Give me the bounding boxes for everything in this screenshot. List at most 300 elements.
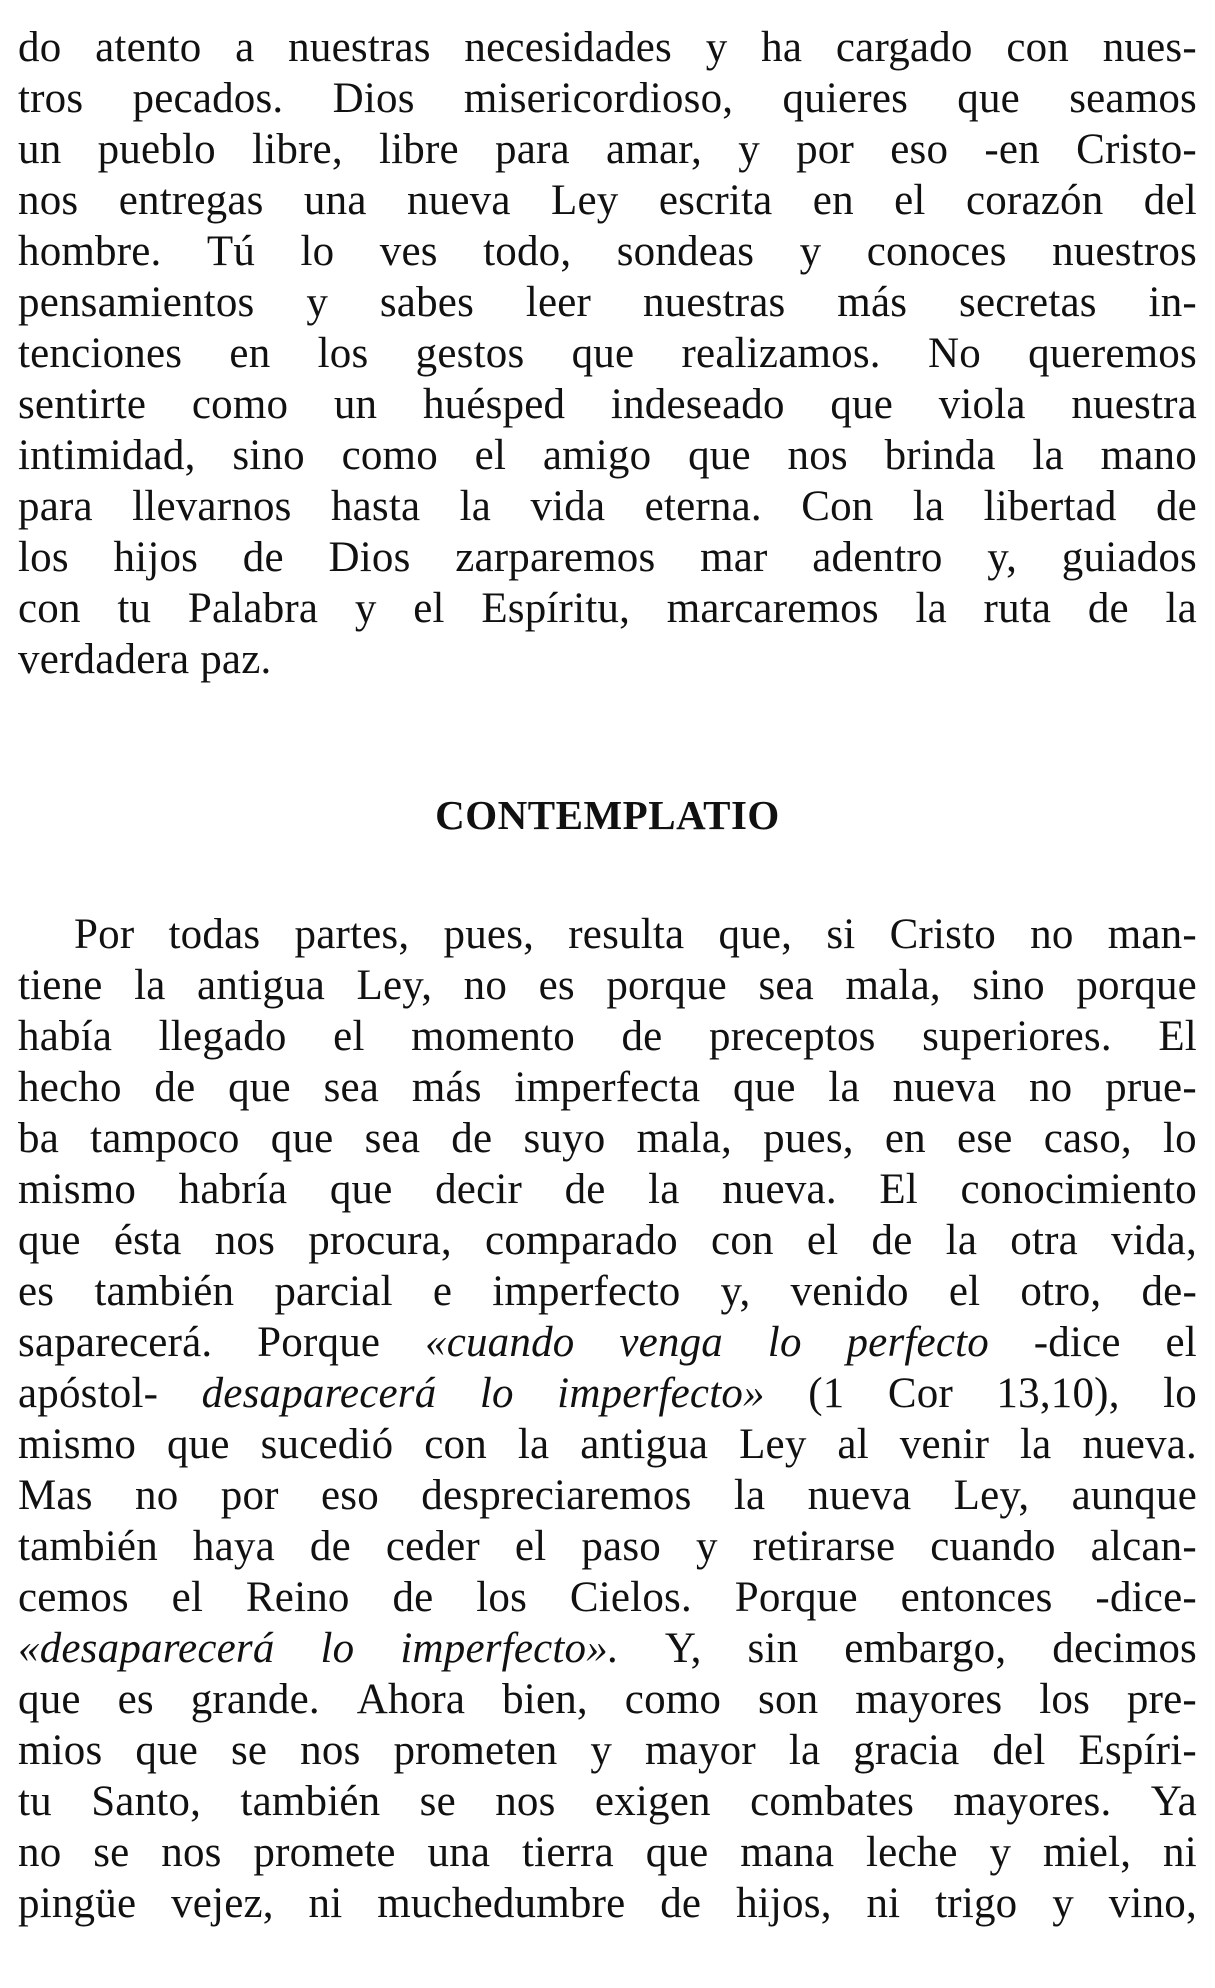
text-line	[18, 634, 1197, 685]
word: sea	[364, 1115, 421, 1162]
word: Ley	[551, 177, 619, 224]
word: intimidad,	[18, 432, 196, 479]
word: tampoco	[90, 1115, 240, 1162]
word: misericordioso,	[463, 75, 734, 122]
word: la	[1165, 585, 1197, 632]
word: gracia	[853, 1727, 960, 1774]
word: y	[738, 126, 760, 173]
word: cemos	[18, 1574, 129, 1621]
word: lo	[767, 1319, 802, 1366]
word: desaparecerá	[201, 1370, 437, 1417]
word: también	[18, 1523, 158, 1570]
word: tu	[117, 585, 152, 632]
word: promete	[253, 1829, 396, 1876]
word: Porque	[257, 1319, 381, 1366]
word: pueblo	[97, 126, 216, 173]
word: con	[18, 585, 81, 632]
word: nueva	[892, 1064, 997, 1111]
word: realizamos.	[681, 330, 881, 377]
text-line	[18, 1215, 1197, 1266]
word: habría	[178, 1166, 288, 1213]
word: y,	[720, 1268, 751, 1315]
word: todas	[168, 911, 261, 958]
word: El	[1158, 1013, 1197, 1060]
word: mismo	[18, 1421, 137, 1468]
word: al	[837, 1421, 869, 1468]
word: -en	[984, 126, 1040, 173]
word: otra	[1010, 1217, 1078, 1264]
text-line	[18, 1776, 1197, 1827]
text-line	[18, 583, 1197, 634]
word: que	[329, 1166, 393, 1213]
word: ba	[18, 1115, 59, 1162]
text-line	[18, 532, 1197, 583]
word: libertad	[983, 483, 1117, 530]
word: pues,	[763, 1115, 854, 1162]
word: el	[1165, 1319, 1197, 1366]
word: man-	[1107, 911, 1197, 958]
text-line	[18, 1623, 1197, 1674]
word: el	[894, 177, 926, 224]
word: mios	[18, 1727, 103, 1774]
word: Espíri-	[1078, 1727, 1197, 1774]
word: venido	[790, 1268, 909, 1315]
word: ese	[957, 1115, 1013, 1162]
word: son	[758, 1676, 819, 1723]
word: nuestros	[1052, 228, 1197, 275]
word: nueva.	[1082, 1421, 1197, 1468]
text-line	[18, 1419, 1197, 1470]
word: una	[427, 1829, 491, 1876]
word: mayores	[855, 1676, 1003, 1723]
word: la	[1020, 1421, 1052, 1468]
word: la	[912, 483, 945, 530]
word: eso	[890, 126, 949, 173]
word: los	[1039, 1676, 1090, 1723]
word: no	[463, 962, 508, 1009]
word: de	[309, 1523, 351, 1570]
word: que,	[718, 911, 793, 958]
word: y	[306, 279, 329, 326]
word: Ley	[739, 1421, 807, 1468]
word: preceptos	[709, 1013, 876, 1060]
word: Tú	[206, 228, 256, 275]
word: nos	[300, 1727, 361, 1774]
word: despreciaremos	[421, 1472, 692, 1519]
word: indeseado	[610, 381, 785, 428]
word: Cor	[887, 1370, 953, 1417]
body-paragraph-intro	[18, 22, 1197, 685]
word: apóstol-	[18, 1370, 159, 1417]
word: sino	[972, 962, 1045, 1009]
word: otro,	[1020, 1268, 1102, 1315]
word: «desaparecerá	[18, 1625, 275, 1672]
word: se	[231, 1727, 268, 1774]
text-line	[18, 22, 1197, 73]
word: exigen	[594, 1778, 711, 1825]
word: sino	[232, 432, 305, 479]
word: y	[799, 228, 822, 275]
word: parcial	[274, 1268, 393, 1315]
word: los	[476, 1574, 528, 1621]
word: de	[392, 1574, 434, 1621]
word: había	[18, 1013, 113, 1060]
word: como	[191, 381, 289, 428]
word: Dios	[332, 75, 415, 122]
word: la	[828, 1064, 860, 1111]
word: el	[806, 1217, 839, 1264]
word: imperfecto».	[400, 1625, 619, 1672]
text-line	[18, 1368, 1197, 1419]
word: cuando	[930, 1523, 1056, 1570]
word: nuestras	[288, 24, 431, 71]
word: bien,	[502, 1676, 588, 1723]
word: hombre.	[18, 228, 162, 275]
word: lo	[1163, 1370, 1197, 1417]
word: eterna.	[644, 483, 762, 530]
word: que	[571, 330, 635, 377]
word: más	[411, 1064, 482, 1111]
word: la	[733, 1472, 766, 1519]
word: que	[270, 1115, 334, 1162]
word: mano	[1100, 432, 1197, 479]
word: trigo	[935, 1880, 1018, 1927]
word: con	[711, 1217, 774, 1264]
word: pingüe	[18, 1880, 137, 1927]
word: de	[242, 534, 284, 581]
word: la	[648, 1166, 680, 1213]
word: para	[18, 483, 93, 530]
word: tierra	[522, 1829, 614, 1876]
word: ni	[1163, 1829, 1197, 1876]
word: de	[154, 1064, 196, 1111]
word: vida,	[1111, 1217, 1197, 1264]
word: la	[134, 962, 166, 1009]
text-line	[18, 1572, 1197, 1623]
word: Ahora	[356, 1676, 466, 1723]
word: la	[517, 1421, 550, 1468]
word: ni	[866, 1880, 901, 1927]
word: pues,	[443, 911, 535, 958]
word: Ley,	[356, 962, 433, 1009]
word: un	[333, 381, 378, 428]
word: conocimiento	[960, 1166, 1197, 1213]
word: en	[884, 1115, 926, 1162]
word: «cuando	[425, 1319, 575, 1366]
word: también	[94, 1268, 235, 1315]
word: corazón	[965, 177, 1104, 224]
text-line	[18, 1725, 1197, 1776]
word: in-	[1148, 279, 1197, 326]
word: prue-	[1105, 1064, 1197, 1111]
word: -dice-	[1095, 1574, 1197, 1621]
word: atento	[95, 24, 202, 71]
word: e	[432, 1268, 453, 1315]
word: ni	[308, 1880, 343, 1927]
word: una	[303, 177, 367, 224]
word: que	[732, 1064, 796, 1111]
word: nos	[18, 177, 79, 224]
word: que	[645, 1829, 709, 1876]
word: como	[341, 432, 438, 479]
word: viola	[938, 381, 1026, 428]
word: Ley,	[953, 1472, 1030, 1519]
text-line	[18, 379, 1197, 430]
word: lo	[320, 1625, 355, 1672]
word: la	[915, 585, 947, 632]
word: más	[837, 279, 908, 326]
word: es	[117, 1676, 154, 1723]
word: la	[945, 1217, 978, 1264]
word: ceder	[385, 1523, 480, 1570]
word: y	[705, 24, 728, 71]
word: sea	[323, 1064, 380, 1111]
word: nuestra	[1071, 381, 1197, 428]
word: adentro	[812, 534, 943, 581]
word: del	[1143, 177, 1197, 224]
text-line	[18, 1878, 1197, 1929]
word: pecados.	[132, 75, 284, 122]
word: Cielos.	[569, 1574, 692, 1621]
word: venir	[899, 1421, 990, 1468]
word: cargado	[835, 24, 973, 71]
word: nueva	[406, 177, 511, 224]
word: necesidades	[464, 24, 672, 71]
word: por	[796, 126, 855, 173]
word: y	[590, 1727, 613, 1774]
word: no	[1030, 911, 1074, 958]
text-line	[18, 1113, 1197, 1164]
word: El	[879, 1166, 918, 1213]
word: sea	[758, 962, 814, 1009]
word: es	[538, 962, 575, 1009]
word: tros	[18, 75, 84, 122]
word: prometen	[393, 1727, 558, 1774]
word: hijos	[113, 534, 199, 581]
word: combates	[750, 1778, 915, 1825]
word: sin	[747, 1625, 799, 1672]
word: brinda	[884, 432, 996, 479]
word: decir	[435, 1166, 523, 1213]
word: del	[992, 1727, 1046, 1774]
word: que	[18, 1217, 81, 1264]
word: la	[459, 483, 492, 530]
word: saparecerá.	[18, 1319, 213, 1366]
word: porque	[1076, 962, 1197, 1009]
word: suyo	[523, 1115, 606, 1162]
word: y	[989, 1829, 1012, 1876]
word: y	[695, 1523, 718, 1570]
word: y,	[987, 534, 1018, 581]
word: nos	[214, 1217, 276, 1264]
word: por	[220, 1472, 279, 1519]
word: Espíritu,	[481, 585, 631, 632]
word: comparado	[485, 1217, 678, 1264]
word: Dios	[328, 534, 411, 581]
word: tu	[18, 1778, 52, 1825]
word: el	[948, 1268, 981, 1315]
word: Santo,	[91, 1778, 202, 1825]
word: llegado	[158, 1013, 287, 1060]
word: ruta	[983, 585, 1052, 632]
word: la	[1032, 432, 1064, 479]
text-line	[18, 1827, 1197, 1878]
word: grande.	[190, 1676, 320, 1723]
word: y	[354, 585, 377, 632]
word: mala,	[845, 962, 941, 1009]
word: que	[166, 1421, 230, 1468]
word: Reino	[245, 1574, 350, 1621]
word: nueva.	[722, 1166, 837, 1213]
text-line	[18, 909, 1197, 960]
word: pensamientos	[18, 279, 255, 326]
word: y	[1052, 1880, 1074, 1927]
word: (1	[808, 1370, 845, 1417]
word: un	[18, 126, 62, 173]
word: aunque	[1071, 1472, 1197, 1519]
body-paragraph-contemplatio	[18, 909, 1197, 1929]
word: zarparemos	[455, 534, 656, 581]
word: hijos,	[736, 1880, 832, 1927]
text-line	[18, 73, 1197, 124]
word: antigua	[580, 1421, 709, 1468]
word: lo	[1163, 1115, 1197, 1162]
word: mayor	[645, 1727, 756, 1774]
word: procura,	[308, 1217, 452, 1264]
word: leer	[525, 279, 592, 326]
word: imperfecto»	[557, 1370, 765, 1417]
word: conoces	[866, 228, 1007, 275]
word: ves	[379, 228, 438, 275]
word: para	[495, 126, 570, 173]
word: el	[413, 585, 445, 632]
word: antigua	[197, 962, 326, 1009]
word: mayores.	[953, 1778, 1112, 1825]
word: hecho	[18, 1064, 122, 1111]
word: que	[135, 1727, 199, 1774]
word: superiores.	[922, 1013, 1112, 1060]
word: ésta	[113, 1217, 182, 1264]
word: se	[419, 1778, 456, 1825]
word: los	[18, 534, 69, 581]
text-line	[18, 226, 1197, 277]
word: el	[171, 1574, 204, 1621]
word: nos	[161, 1829, 222, 1876]
word: de	[564, 1166, 606, 1213]
word: que	[957, 75, 1020, 122]
word: de	[1155, 483, 1197, 530]
word: venga	[619, 1319, 723, 1366]
word: como	[624, 1676, 722, 1723]
text-line	[18, 328, 1197, 379]
word: llevarnos	[132, 483, 292, 530]
text-line	[18, 175, 1197, 226]
word: do	[18, 24, 62, 71]
word: Cristo	[889, 911, 996, 958]
word: los	[317, 330, 369, 377]
word: nos	[787, 432, 848, 479]
word: que	[18, 1676, 81, 1723]
word: libre,	[252, 126, 343, 173]
word: No	[927, 330, 981, 377]
word: paso	[581, 1523, 661, 1570]
word: resulta	[568, 911, 685, 958]
word: nues-	[1102, 24, 1197, 71]
word: secretas	[959, 279, 1097, 326]
word: quieres	[782, 75, 909, 122]
word: nuestras	[642, 279, 786, 326]
word: gestos	[415, 330, 525, 377]
word: de	[871, 1217, 913, 1264]
word: alcan-	[1090, 1523, 1197, 1570]
word: también	[240, 1778, 381, 1825]
word: retirarse	[752, 1523, 896, 1570]
word: no	[1028, 1064, 1073, 1111]
word: Palabra	[187, 585, 319, 632]
word: muchedumbre	[377, 1880, 626, 1927]
word: haya	[192, 1523, 275, 1570]
word: vino,	[1108, 1880, 1197, 1927]
word: nos	[495, 1778, 556, 1825]
word: perfecto	[846, 1319, 989, 1366]
word: el	[474, 432, 507, 479]
word: mar	[700, 534, 768, 581]
word: mana	[740, 1829, 835, 1876]
word: Ya	[1150, 1778, 1197, 1825]
word: Mas	[18, 1472, 93, 1519]
word: 13,10),	[996, 1370, 1120, 1417]
word: porque	[606, 962, 727, 1009]
word: sondeas	[616, 228, 755, 275]
text-line	[18, 1164, 1197, 1215]
word: -dice	[1033, 1319, 1121, 1366]
word: lo	[300, 228, 335, 275]
text-line	[18, 1674, 1197, 1725]
word: vejez,	[171, 1880, 274, 1927]
word: de	[451, 1115, 493, 1162]
word: que	[830, 381, 894, 428]
text-line	[18, 430, 1197, 481]
word: embargo,	[844, 1625, 1007, 1672]
word: entregas	[118, 177, 264, 224]
word: no	[135, 1472, 179, 1519]
word: entonces	[900, 1574, 1053, 1621]
word: hasta	[330, 483, 421, 530]
word: que	[688, 432, 751, 479]
word: a	[235, 24, 255, 71]
word: de	[660, 1880, 702, 1927]
word: si	[826, 911, 856, 958]
word: Y,	[664, 1625, 702, 1672]
word: se	[93, 1829, 130, 1876]
word: pre-	[1126, 1676, 1197, 1723]
word: de-	[1141, 1268, 1197, 1315]
word: el	[514, 1523, 547, 1570]
word: Con	[801, 483, 874, 530]
word: nueva	[807, 1472, 912, 1519]
text-line	[18, 1470, 1197, 1521]
word: tenciones	[18, 330, 183, 377]
word: guiados	[1061, 534, 1197, 581]
word: de	[1087, 585, 1129, 632]
word: que	[228, 1064, 291, 1111]
word: sentirte	[18, 381, 147, 428]
word: todo,	[483, 228, 572, 275]
word: Porque	[734, 1574, 858, 1621]
word: es	[18, 1268, 55, 1315]
word: Por	[74, 911, 135, 958]
word: huésped	[422, 381, 566, 428]
